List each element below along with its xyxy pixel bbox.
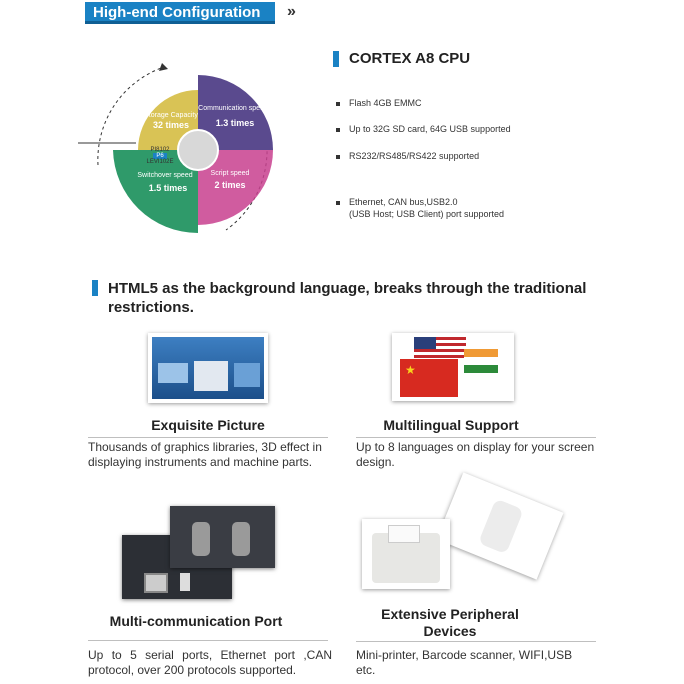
feature-title: Multilingual Support xyxy=(383,417,519,433)
section-bar xyxy=(92,280,98,296)
scanner-picture xyxy=(436,472,563,579)
html5-heading: HTML5 as the background language, breaks through the traditional restrictions. xyxy=(108,280,587,316)
script-value: 2 times xyxy=(214,180,246,190)
storage-label: Storage Capacity xyxy=(144,112,198,119)
dashboard-picture xyxy=(148,333,268,403)
divider xyxy=(356,437,596,438)
divider xyxy=(356,641,596,642)
flags-picture: ★ xyxy=(392,333,514,401)
communication-value: 1.3 times xyxy=(215,118,255,128)
section-bar xyxy=(333,51,339,67)
spec-item: Ethernet, CAN bus,USB2.0 (USB Host; USB Client) port supported xyxy=(349,197,505,219)
spec-item: Flash 4GB EMMC xyxy=(349,98,422,108)
chevron-right-icon: » xyxy=(287,3,296,20)
divider xyxy=(88,437,328,438)
arrowhead-icon xyxy=(159,63,168,71)
switchover-value: 1.5 times xyxy=(148,183,188,193)
section-tab: High-end Configuration xyxy=(85,2,275,24)
script-label: Script speed xyxy=(210,170,250,177)
bullet-icon xyxy=(336,128,340,132)
bullet-icon xyxy=(336,102,340,106)
feature-title: Exquisite Picture xyxy=(151,417,265,433)
divider xyxy=(88,640,328,641)
feature-title: Extensive Peripheral Devices xyxy=(381,606,519,639)
cpu-title: CORTEX A8 CPU xyxy=(349,50,471,67)
feature-desc: Up to 8 languages on display for your screen design. xyxy=(356,440,595,469)
spec-item: RS232/RS485/RS422 supported xyxy=(349,151,480,161)
storage-value: 32 times xyxy=(152,120,190,130)
spec-item: Up to 32G SD card, 64G USB supported xyxy=(349,124,511,134)
printer-picture xyxy=(362,519,450,589)
feature-desc: Thousands of graphics libraries, 3D effect in displaying instruments and machine parts. xyxy=(88,440,322,469)
bullet-icon xyxy=(336,201,340,205)
feature-title: Multi-communication Port xyxy=(109,613,283,629)
wheel-center-text: PI8102 P6 LEVI102E xyxy=(146,147,174,165)
bullet-icon xyxy=(336,155,340,159)
communication-label: Communication speed xyxy=(198,105,268,112)
feature-desc: Up to 5 serial ports, Ethernet port ,CAN protocol, over 200 protocols supported. xyxy=(88,648,332,677)
serial-ports-picture xyxy=(170,506,275,568)
feature-desc: Mini-printer, Barcode scanner, WIFI,USB etc. xyxy=(356,648,573,677)
switchover-label: Switchover speed xyxy=(137,172,193,179)
